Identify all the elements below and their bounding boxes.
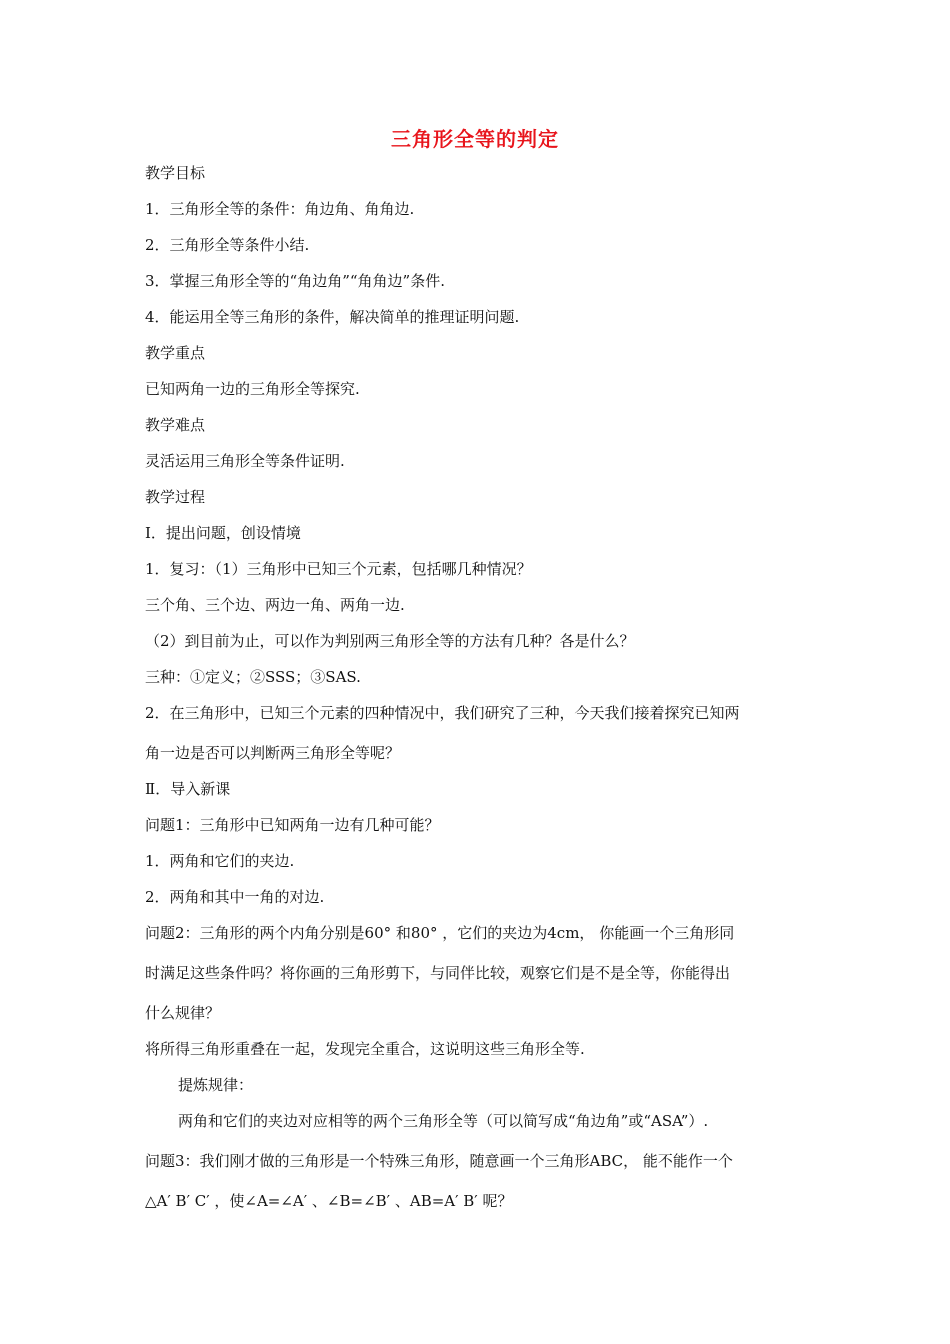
section-heading-objectives: 教学目标 bbox=[145, 164, 206, 182]
text-line: 2．两角和其中一角的对边. bbox=[145, 888, 325, 906]
text-line: 三个角、三个边、两边一角、两角一边. bbox=[145, 596, 405, 614]
text-line: 三种：①定义；②SSS；③SAS. bbox=[145, 668, 361, 686]
text-line-indented: 提炼规律： bbox=[178, 1076, 254, 1094]
text-line: 1．复习：（1）三角形中已知三个元素，包括哪几种情况？ bbox=[145, 560, 532, 578]
subsection-heading: Ⅱ．导入新课 bbox=[145, 780, 231, 798]
document-title: 三角形全等的判定 bbox=[391, 127, 559, 151]
text-line: 什么规律？ bbox=[145, 1004, 221, 1022]
text-line: 问题1：三角形中已知两角一边有几种可能？ bbox=[145, 816, 440, 834]
text-line: 1．两角和它们的夹边. bbox=[145, 852, 295, 870]
text-line-indented: 两角和它们的夹边对应相等的两个三角形全等（可以简写成“角边角”或“ASA”）. bbox=[178, 1112, 709, 1130]
text-line: （2）到目前为止，可以作为判别两三角形全等的方法有几种？各是什么？ bbox=[145, 632, 635, 650]
text-line: 3．掌握三角形全等的“角边角”“角角边”条件. bbox=[145, 272, 445, 290]
text-line: 问题2：三角形的两个内角分别是60° 和80° ，它们的夹边为4cm， 你能画一个三角形同 bbox=[145, 924, 735, 942]
section-heading-difficulties: 教学难点 bbox=[145, 416, 206, 434]
section-heading-process: 教学过程 bbox=[145, 488, 206, 506]
text-line: 2．在三角形中，已知三个元素的四种情况中，我们研究了三种，今天我们接着探究已知两 bbox=[145, 704, 740, 722]
text-line: 灵活运用三角形全等条件证明. bbox=[145, 452, 345, 470]
text-line: 时满足这些条件吗？将你画的三角形剪下，与同伴比较，观察它们是不是全等，你能得出 bbox=[145, 964, 731, 982]
text-line: 4．能运用全等三角形的条件，解决简单的推理证明问题. bbox=[145, 308, 520, 326]
text-line: 已知两角一边的三角形全等探究. bbox=[145, 380, 360, 398]
section-heading-key-points: 教学重点 bbox=[145, 344, 206, 362]
subsection-heading: Ⅰ．提出问题，创设情境 bbox=[145, 524, 301, 542]
text-line: 角一边是否可以判断两三角形全等呢？ bbox=[145, 744, 401, 762]
text-line: 2．三角形全等条件小结. bbox=[145, 236, 310, 254]
text-line: 将所得三角形重叠在一起，发现完全重合，这说明这些三角形全等. bbox=[145, 1040, 585, 1058]
text-line: 问题3：我们刚才做的三角形是一个特殊三角形，随意画一个三角形ABC， 能不能作一个 bbox=[145, 1152, 733, 1170]
text-line: △A′ B′ C′ ，使∠A=∠A′ 、∠B=∠B′ 、AB=A′ B′ 呢？ bbox=[145, 1192, 513, 1210]
text-line: 1．三角形全等的条件：角边角、角角边. bbox=[145, 200, 415, 218]
